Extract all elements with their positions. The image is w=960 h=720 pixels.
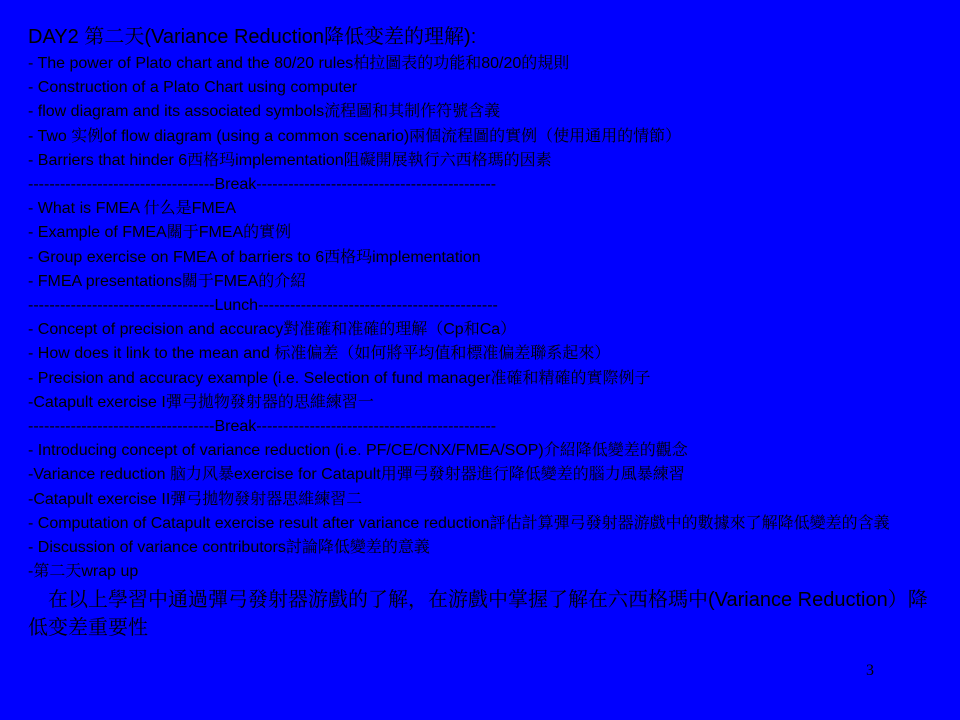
agenda-line-precision-accuracy: - Concept of precision and accuracy對准確和准確的理解（Cp和Ca） (28, 321, 517, 339)
page-number: 3 (866, 662, 874, 679)
agenda-line-catapult-1: -Catapult exercise I彈弓拋物發射器的思維練習一 (28, 393, 374, 411)
agenda-line-plato-construction: - Construction of a Plato Chart using computer (28, 79, 358, 97)
agenda-line-flow-symbols: - flow diagram and its associated symbols流程圖和其制作符號含義 (28, 103, 501, 121)
break-separator-1: -----------------------------------Break--------------------------------------------- (28, 176, 497, 194)
agenda-line-flow-examples: - Two 实例of flow diagram (using a common scenario)兩個流程圖的實例（使用通用的情節） (28, 127, 682, 145)
agenda-line-computation: - Computation of Catapult exercise result after variance reduction評估計算彈弓發射器游戲中的數據來了解降低變差的含義 (28, 514, 890, 532)
agenda-line-fmea-example: - Example of FMEA關于FMEA的實例 (28, 224, 292, 242)
agenda-line-what-is-fmea: - What is FMEA 什么是FMEA (28, 200, 237, 218)
agenda-line-discussion: - Discussion of variance contributors討論降低變差的意義 (28, 539, 430, 557)
agenda-line-plato-power: - The power of Plato chart and the 80/20 rules柏拉圖表的功能和80/20的規則 (28, 55, 570, 72)
slide-content (28, 22, 938, 642)
agenda-line-mean-link: - How does it link to the mean and 标准偏差（如何將平均值和標准偏差聯系起來） (28, 345, 611, 363)
agenda-line-fmea-group-exercise: - Group exercise on FMEA of barriers to 6西格玛implementation (28, 248, 481, 266)
agenda-line-barriers: - Barriers that hinder 6西格玛implementation阻礙開展執行六西格瑪的因素 (28, 151, 552, 169)
agenda-line-catapult-2: -Catapult exercise II彈弓拋物發射器思維練習二 (28, 490, 363, 508)
slide-title: DAY2 第二天(Variance Reduction降低变差的理解): (28, 26, 477, 48)
agenda-line-precision-example: - Precision and accuracy example (i.e. Selection of fund manager准確和精確的實際例子 (28, 369, 651, 387)
agenda-line-wrap-up: -第二天wrap up (28, 563, 139, 581)
closing-paragraph: 在以上學習中通過彈弓發射器游戲的了解，在游戲中掌握了解在六西格瑪中(Variance Reduction）降低变差重要性 (28, 589, 928, 640)
break-separator-2: -----------------------------------Break--------------------------------------------- (28, 418, 497, 436)
agenda-line-fmea-presentations: - FMEA presentations關于FMEA的介紹 (28, 272, 307, 290)
agenda-line-variance-concept: - Introducing concept of variance reduction (i.e. PF/CE/CNX/FMEA/SOP)介紹降低變差的觀念 (28, 442, 688, 460)
agenda-line-variance-brainstorm: -Variance reduction 脑力风暴exercise for Catapult用彈弓發射器進行降低變差的腦力風暴練習 (28, 466, 685, 484)
lunch-separator: -----------------------------------Lunch--------------------------------------------- (28, 297, 498, 315)
